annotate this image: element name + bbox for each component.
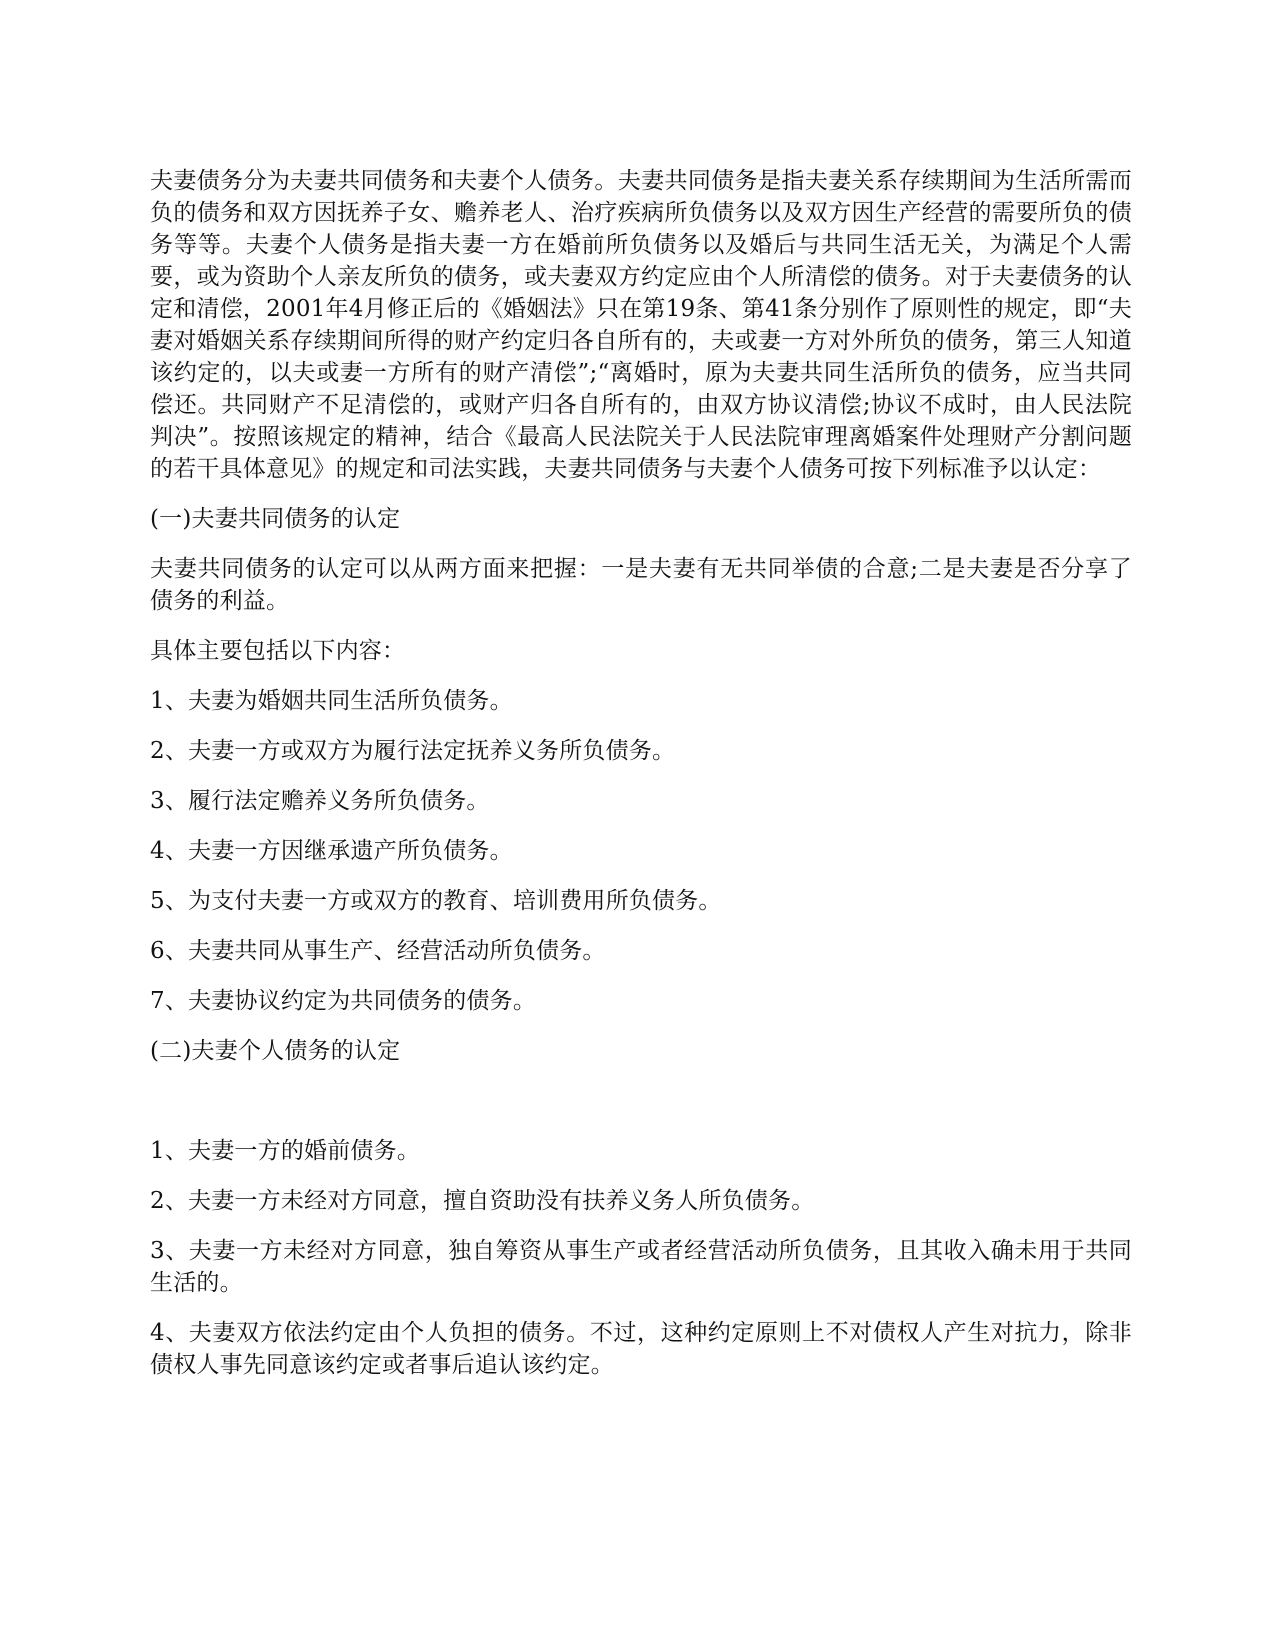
intro-paragraph: 夫妻债务分为夫妻共同债务和夫妻个人债务。夫妻共同债务是指夫妻关系存续期间为生活所需而负的债务和双方因抚养子女、赡养老人、治疗疾病所负债务以及双方因生产经营的需要所负的债务等等。夫妻个人债务是指夫妻一方在婚前所负债务以及婚后与共同生活无关，为满足个人需要，或为资助个人亲友所负的债务，或夫妻双方约定应由个人所清偿的债务。对于夫妻债务的认定和清偿，2001年4月修正后的《婚姻法》只在第19条、第41条分别作了原则性的规定，即“夫妻对婚姻关系存续期间所得的财产约定归各自所有的，夫或妻一方对外所负的债务，第三人知道该约定的，以夫或妻一方所有的财产清偿”;“离婚时，原为夫妻共同生活所负的债务，应当共同偿还。共同财产不足清偿的，或财产归各自所有的，由双方协议清偿;协议不成时，由人民法院判决”。按照该规定的精神，结合《最高人民法院关于人民法院审理离婚案件处理财产分割问题的若干具体意见》的规定和司法实践，夫妻共同债务与夫妻个人债务可按下列标准予以认定： (150, 168, 1132, 482)
list-item: 5、为支付夫妻一方或双方的教育、培训费用所负债务。 (150, 888, 722, 914)
list-item: 4、夫妻双方依法约定由个人负担的债务。不过，这种约定原则上不对债权人产生对抗力，除非债权人事先同意该约定或者事后追认该约定。 (150, 1320, 1132, 1378)
list-item: 3、履行法定赡养义务所负债务。 (150, 788, 490, 814)
section1-heading: (一)夫妻共同债务的认定 (150, 506, 401, 532)
blank-gap (150, 1085, 1132, 1135)
list-item: 6、夫妻共同从事生产、经营活动所负债务。 (150, 938, 606, 964)
section1-text: 夫妻共同债务的认定可以从两方面来把握：一是夫妻有无共同举债的合意;二是夫妻是否分享了债务的利益。 (150, 556, 1132, 614)
section1-lead: 具体主要包括以下内容： (150, 638, 406, 664)
list-item: 1、夫妻为婚姻共同生活所负债务。 (150, 688, 513, 714)
list-item: 1、夫妻一方的婚前债务。 (150, 1138, 421, 1164)
list-item: 3、夫妻一方未经对方同意，独自筹资从事生产或者经营活动所负债务，且其收入确未用于共同生活的。 (150, 1238, 1132, 1296)
list-item: 2、夫妻一方或双方为履行法定抚养义务所负债务。 (150, 738, 676, 764)
list-item: 2、夫妻一方未经对方同意，擅自资助没有扶养义务人所负债务。 (150, 1188, 815, 1214)
list-item: 4、夫妻一方因继承遗产所负债务。 (150, 838, 513, 864)
document-page (150, 165, 1132, 1399)
section2-heading: (二)夫妻个人债务的认定 (150, 1038, 401, 1064)
list-item: 7、夫妻协议约定为共同债务的债务。 (150, 988, 537, 1014)
